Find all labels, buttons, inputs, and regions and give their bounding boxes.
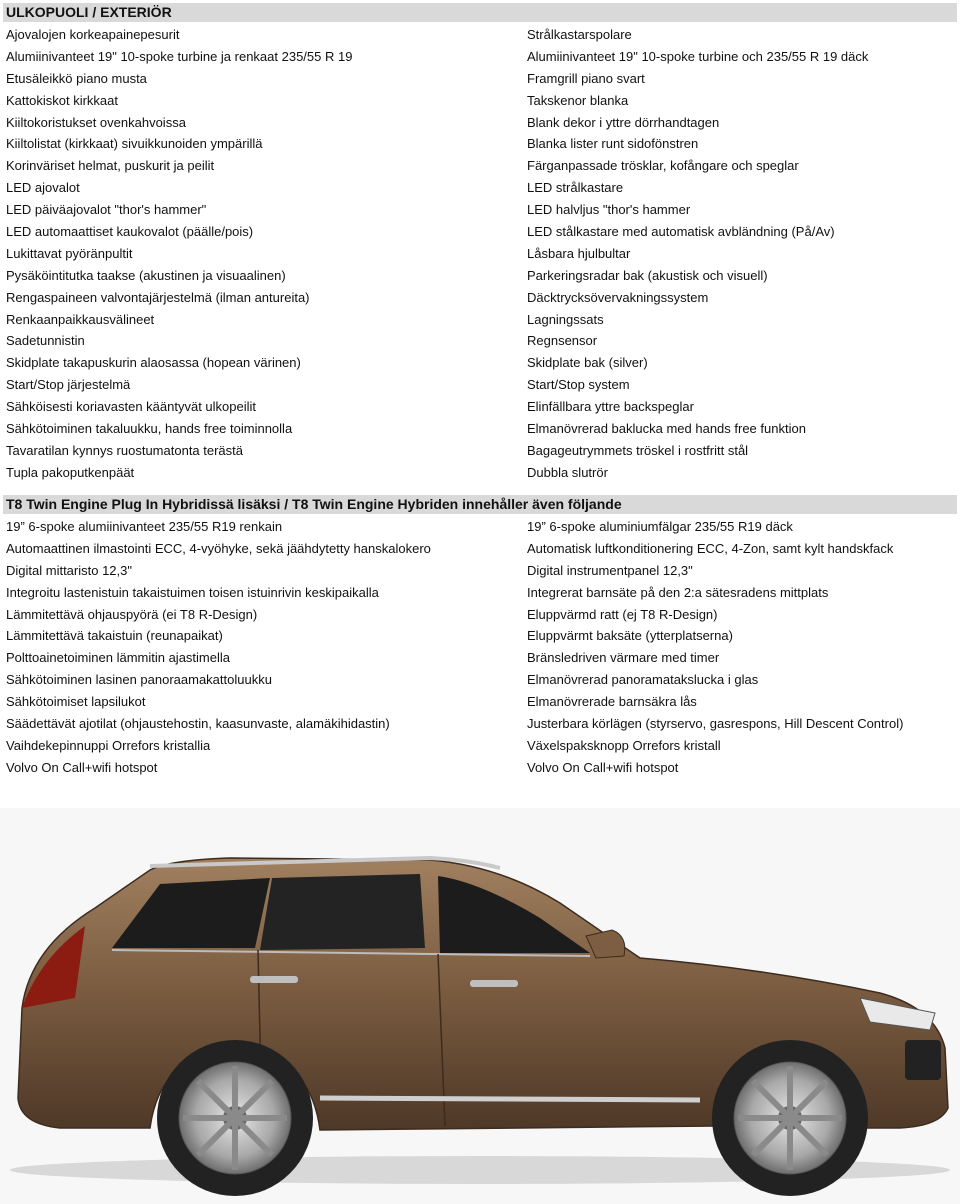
feature-sv: Dubbla slutrör <box>527 464 608 480</box>
feature-row <box>0 90 960 112</box>
feature-fi: Tupla pakoputkenpäät <box>6 464 135 480</box>
feature-row <box>0 221 960 243</box>
feature-row <box>0 112 960 134</box>
feature-sv: Alumiinivanteet 19" 10-spoke turbine och 235/55 R 19 däck <box>527 48 869 64</box>
feature-row <box>0 243 960 265</box>
feature-row <box>0 560 960 582</box>
feature-row <box>0 68 960 90</box>
feature-fi: Sadetunnistin <box>6 333 85 349</box>
feature-fi: Polttoainetoiminen lämmitin ajastimella <box>6 650 230 666</box>
t8-section-header: T8 Twin Engine Plug In Hybridissä lisäksi / T8 Twin Engine Hybriden innehåller även följande <box>3 495 957 514</box>
feature-sv: Eluppvärmt baksäte (ytterplatserna) <box>527 628 733 644</box>
feature-sv: Bränsledriven värmare med timer <box>527 650 720 666</box>
feature-sv: Volvo On Call+wifi hotspot <box>527 759 679 775</box>
feature-fi: Lämmitettävä takaistuin (reunapaikat) <box>6 628 223 644</box>
feature-row <box>0 625 960 647</box>
feature-row <box>0 199 960 221</box>
feature-fi: Sähkötoimiset lapsilukot <box>6 694 146 710</box>
feature-sv: Växelspaksknopp Orrefors kristall <box>527 737 721 753</box>
feature-row <box>0 396 960 418</box>
feature-fi: Renkaanpaikkausvälineet <box>6 311 155 327</box>
feature-fi: LED automaattiset kaukovalot (päälle/pois) <box>6 224 254 240</box>
feature-sv: Integrerat barnsäte på den 2:a sätesradens mittplats <box>527 584 829 600</box>
feature-row <box>0 582 960 604</box>
feature-fi: Digital mittaristo 12,3" <box>6 562 132 578</box>
feature-fi: Lämmitettävä ohjauspyörä (ei T8 R-Design) <box>6 606 258 622</box>
feature-fi: LED ajovalot <box>6 180 80 196</box>
feature-row <box>0 538 960 560</box>
feature-sv: Blank dekor i yttre dörrhandtagen <box>527 114 720 130</box>
feature-row <box>0 265 960 287</box>
exterior-feature-list <box>0 24 960 484</box>
feature-fi: Korinväriset helmat, puskurit ja peilit <box>6 158 215 174</box>
feature-fi: Tavaratilan kynnys ruostumatonta terästä <box>6 442 244 458</box>
feature-fi: Integroitu lastenistuin takaistuimen toisen istuinrivin keskipaikalla <box>6 584 379 600</box>
feature-sv: Elmanövrerad panoramatakslucka i glas <box>527 672 759 688</box>
feature-sv: Elinfällbara yttre backspeglar <box>527 399 694 415</box>
feature-sv: Justerbara körlägen (styrservo, gasrespons, Hill Descent Control) <box>527 716 904 732</box>
feature-sv: LED halvljus "thor's hammer <box>527 202 691 218</box>
feature-sv: Takskenor blanka <box>527 92 629 108</box>
feature-fi: 19” 6-spoke alumiinivanteet 235/55 R19 renkain <box>6 519 283 534</box>
feature-sv: Framgrill piano svart <box>527 70 645 86</box>
feature-fi: Kiiltolistat (kirkkaat) sivuikkunoiden ympärillä <box>6 136 263 152</box>
feature-fi: Start/Stop järjestelmä <box>6 377 131 393</box>
feature-sv: Regnsensor <box>527 333 598 349</box>
feature-sv: Elmanövrerad baklucka med hands free funktion <box>527 421 806 437</box>
feature-fi: Kiiltokoristukset ovenkahvoissa <box>6 114 186 130</box>
feature-fi: Sähkötoiminen lasinen panoraamakattoluukku <box>6 672 272 688</box>
feature-row <box>0 24 960 46</box>
feature-row <box>0 309 960 331</box>
feature-row <box>0 46 960 68</box>
car-image <box>0 808 960 1204</box>
feature-sv: Däcktrycksövervakningssystem <box>527 289 709 305</box>
feature-row <box>0 669 960 691</box>
feature-row <box>0 374 960 396</box>
feature-row <box>0 330 960 352</box>
feature-fi: Ajovalojen korkeapainepesurit <box>6 27 180 42</box>
feature-sv: Lagningssats <box>527 311 604 327</box>
feature-sv: Blanka lister runt sidofönstren <box>527 136 699 152</box>
feature-row <box>0 735 960 757</box>
feature-row <box>0 462 960 484</box>
feature-fi: Säädettävät ajotilat (ohjaustehostin, kaasunvaste, alamäkihidastin) <box>6 716 390 732</box>
feature-fi: Sähkötoiminen takaluukku, hands free toiminnolla <box>6 421 293 437</box>
feature-row <box>0 155 960 177</box>
feature-sv: Skidplate bak (silver) <box>527 355 648 371</box>
feature-sv: Start/Stop system <box>527 377 630 393</box>
feature-fi: Vaihdekepinnuppi Orrefors kristallia <box>6 737 211 753</box>
exterior-section-header: ULKOPUOLI / EXTERIÖR <box>3 3 957 22</box>
feature-sv: Digital instrumentpanel 12,3" <box>527 562 693 578</box>
feature-sv: Bagageutrymmets tröskel i rostfritt stål <box>527 442 749 458</box>
feature-fi: Automaattinen ilmastointi ECC, 4-vyöhyke, sekä jäähdytetty hanskalokero <box>6 540 431 556</box>
feature-fi: Rengaspaineen valvontajärjestelmä (ilman antureita) <box>6 289 310 305</box>
feature-sv: Låsbara hjulbultar <box>527 245 631 261</box>
feature-row <box>0 440 960 462</box>
feature-sv: LED strålkastare <box>527 180 624 196</box>
t8-feature-list <box>0 516 960 779</box>
feature-row <box>0 352 960 374</box>
feature-row <box>0 647 960 669</box>
feature-sv: Automatisk luftkonditionering ECC, 4-Zon, samt kylt handskfack <box>527 540 894 556</box>
feature-sv: 19” 6-spoke aluminiumfälgar 235/55 R19 däck <box>527 519 793 534</box>
feature-fi: Sähköisesti koriavasten kääntyvät ulkopeilit <box>6 399 257 415</box>
feature-row <box>0 133 960 155</box>
feature-fi: Etusäleikkö piano musta <box>6 70 147 86</box>
feature-fi: Skidplate takapuskurin alaosassa (hopean värinen) <box>6 355 301 371</box>
feature-fi: Volvo On Call+wifi hotspot <box>6 759 158 775</box>
feature-sv: Färganpassade trösklar, kofångare och speglar <box>527 158 799 174</box>
feature-row <box>0 516 960 538</box>
feature-sv: Strålkastarspolare <box>527 27 632 42</box>
feature-row <box>0 177 960 199</box>
feature-sv: Parkeringsradar bak (akustisk och visuell) <box>527 267 768 283</box>
feature-row <box>0 604 960 626</box>
feature-row <box>0 713 960 735</box>
feature-row <box>0 691 960 713</box>
feature-row <box>0 757 960 779</box>
feature-sv: Eluppvärmd ratt (ej T8 R-Design) <box>527 606 718 622</box>
suv-side-view-icon <box>0 808 960 1204</box>
feature-sv: Elmanövrerade barnsäkra lås <box>527 694 697 710</box>
feature-fi: Pysäköintitutka taakse (akustinen ja visuaalinen) <box>6 267 286 283</box>
feature-row <box>0 287 960 309</box>
feature-fi: Alumiinivanteet 19" 10-spoke turbine ja renkaat 235/55 R 19 <box>6 48 353 64</box>
feature-fi: Lukittavat pyöränpultit <box>6 245 133 261</box>
feature-fi: LED päiväajovalot "thor's hammer" <box>6 202 207 218</box>
feature-sv: LED stålkastare med automatisk avbländning (På/Av) <box>527 224 835 240</box>
feature-fi: Kattokiskot kirkkaat <box>6 92 118 108</box>
feature-row <box>0 418 960 440</box>
